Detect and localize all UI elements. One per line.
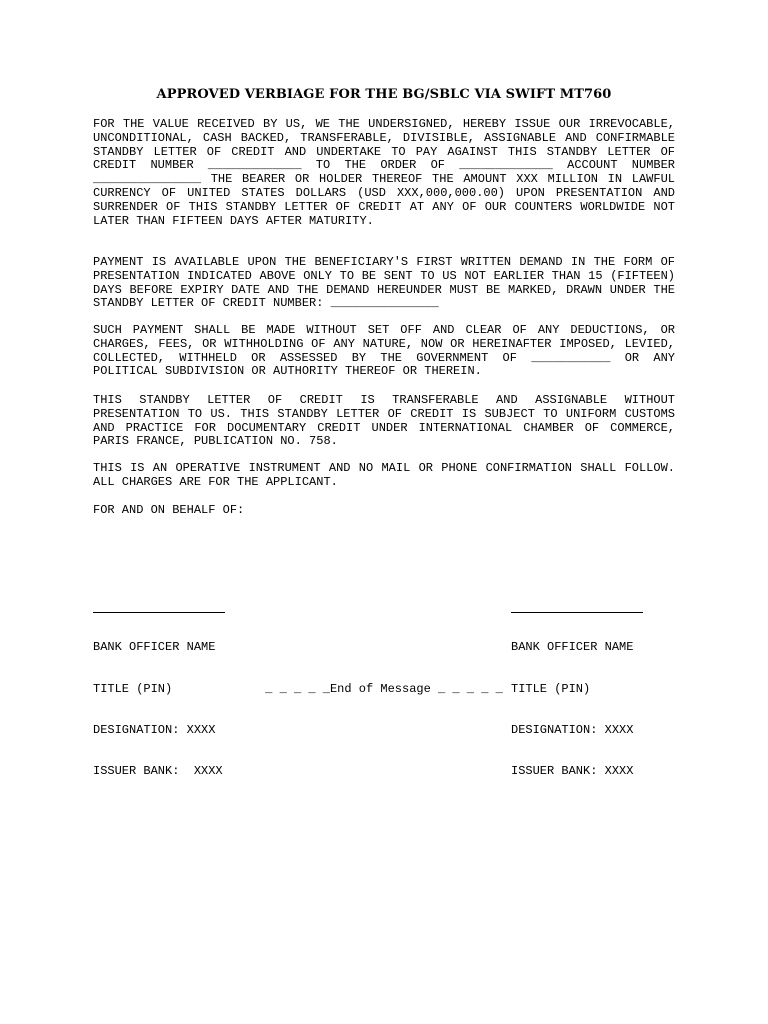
issuer-bank-left: ISSUER BANK: XXXX (93, 764, 223, 779)
paragraph-operative-instrument: THIS IS AN OPERATIVE INSTRUMENT AND NO MAIL OR PHONE CONFIRMATION SHALL FOLLOW. ALL CHARGES ARE FOR THE APPLICANT. (93, 461, 675, 489)
officer-title-left: TITLE (PIN) (93, 681, 173, 696)
officer-title-right: TITLE (PIN) (511, 681, 591, 696)
paragraph-issuance: FOR THE VALUE RECEIVED BY US, WE THE UNDERSIGNED, HEREBY ISSUE OUR IRREVOCABLE, UNCONDITIONAL, CASH BACKED, TRANSFERABLE, DIVISIBLE, ASSIGNABLE AND CONFIRMABLE STANDBY LETTER OF CREDIT AND UNDERTAKE TO PAY AGAINST THIS STANDBY LETTER OF CREDIT NUMBER _____________ TO THE ORDER OF _____________ ACCOUNT NUMBER _______________ THE BEARER OR HOLDER THEREOF THE AMOUNT XXX MILLION IN LAWFUL CURRENCY OF UNITED STATES DOLLARS (USD XXX,000,000.00) UPON PRESENTATION AND SURRENDER OF THIS STANDBY LETTER OF CREDIT AT ANY OF OUR COUNTERS WORLDWIDE NOT LATER THAN FIFTEEN DAYS AFTER MATURITY. (93, 117, 675, 228)
officer-designation-right: DESIGNATION: XXXX (511, 722, 634, 737)
officer-name-left: BANK OFFICER NAME (93, 640, 216, 655)
paragraph-no-deductions: SUCH PAYMENT SHALL BE MADE WITHOUT SET OFF AND CLEAR OF ANY DEDUCTIONS, OR CHARGES, FEES, OR WITHHOLDING OF ANY NATURE, NOW OR HEREINAFTER IMPOSED, LEVIED, COLLECTED, WITHHELD OR ASSESSED BY THE GOVERNMENT OF ___________ OR ANY POLITICAL SUBDIVISION OR AUTHORITY THEREOF OR THEREIN. (93, 323, 675, 379)
paragraph-payment-availability: PAYMENT IS AVAILABLE UPON THE BENEFICIARY'S FIRST WRITTEN DEMAND IN THE FORM OF PRESENTATION INDICATED ABOVE ONLY TO BE SENT TO US NOT EARLIER THAN 15 (FIFTEEN) DAYS BEFORE EXPIRY DATE AND THE DEMAND HEREUNDER MUST BE MARKED, DRAWN UNDER THE STANDBY LETTER OF CREDIT NUMBER: _______________ (93, 255, 675, 311)
paragraph-transferability: THIS STANDBY LETTER OF CREDIT IS TRANSFERABLE AND ASSIGNABLE WITHOUT PRESENTATION TO US. THIS STANDBY LETTER OF CREDIT IS SUBJECT TO UNIFORM CUSTOMS AND PRACTICE FOR DOCUMENTARY CREDIT UNDER INTERNATIONAL CHAMBER OF COMMERCE, PARIS FRANCE, PUBLICATION NO. 758. (93, 393, 675, 449)
behalf-line: FOR AND ON BEHALF OF: (93, 503, 245, 517)
document-title: APPROVED VERBIAGE FOR THE BG/SBLC VIA SWIFT MT760 (156, 87, 612, 102)
officer-name-right: BANK OFFICER NAME (511, 640, 634, 655)
signature-line-left (93, 601, 225, 613)
end-of-message: _ _ _ _ _End of Message _ _ _ _ _ (265, 682, 503, 696)
signature-line-right (511, 601, 643, 613)
issuer-bank-right: ISSUER BANK: XXXX (511, 764, 634, 779)
officer-designation-left: DESIGNATION: XXXX (93, 722, 216, 737)
